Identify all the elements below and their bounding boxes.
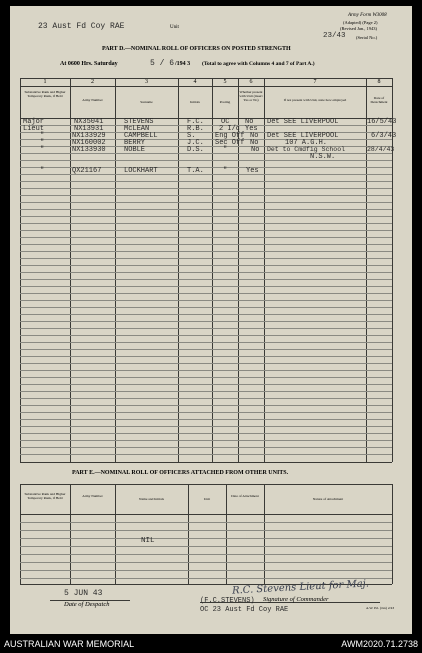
row-employed: Det SEE LIVERPOOL: [267, 132, 339, 140]
e-header-nature: Nature of Attachment: [312, 497, 344, 501]
col-header-surname: Surname: [140, 100, 153, 104]
row-army-number: NX35041: [74, 118, 104, 126]
row-army-number: NX133930: [72, 146, 106, 154]
row-initials: J.C.: [187, 139, 204, 147]
row-posting: Eng Off: [215, 132, 245, 140]
despatch-label: Date of Despatch: [64, 601, 110, 608]
document-page: [10, 6, 412, 634]
row-initials: F.C.: [187, 118, 204, 126]
e-header-army-number: Army Number: [82, 494, 103, 498]
col-number-8: 8: [377, 79, 381, 85]
e-header-name: Name and Initials: [139, 497, 164, 501]
signature-label: Signature of Commander: [263, 596, 329, 603]
serial-label: (Serial No.): [356, 35, 378, 40]
unit-name: 23 Aust Fd Coy RAE: [38, 22, 125, 31]
row-army-number: NX133929: [72, 132, 106, 140]
row-surname: McLEAN: [124, 125, 150, 133]
row-surname: BERRY: [124, 139, 146, 147]
print-code: A.W. Pri. (Jan) 2/43: [366, 606, 395, 610]
nil-entry: NIL: [141, 537, 155, 545]
row-present: No: [250, 139, 259, 147]
row-rank: ": [40, 139, 45, 147]
e-header-unit: Unit: [203, 497, 211, 501]
date-prefix: At 0600 Hrs. Saturday: [60, 61, 118, 67]
col-number-2: 2: [91, 79, 94, 85]
col-header-army-number: Army Number: [82, 98, 103, 102]
row-rank: ": [40, 167, 45, 175]
date-suffix: (Total to agree with Columns 4 and 7 of Part A.): [202, 61, 315, 67]
row-initials: R.B.: [187, 125, 204, 133]
row-posting: Sec Off: [215, 139, 245, 147]
col-number-5: 5: [223, 79, 227, 85]
archive-source: AUSTRALIAN WAR MEMORIAL: [4, 639, 135, 649]
archive-record-id: AWM2020.71.2738: [341, 639, 418, 649]
row-surname: LOCKHART: [124, 167, 158, 175]
col-header-present: Whether present with Unit (insert Yes or No): [239, 90, 263, 102]
e-header-date: Date of Attachment: [231, 494, 259, 498]
row-rank: Major: [23, 118, 45, 126]
col-number-3: 3: [145, 79, 148, 85]
row-surname: NOBLE: [124, 146, 146, 154]
row-army-number: NX13931: [74, 125, 104, 133]
row-present: No: [245, 118, 254, 126]
row-employed: N.S.W.: [310, 153, 336, 161]
col-header-posting: Posting: [219, 100, 231, 104]
row-rank: ": [40, 132, 45, 140]
row-initials: T.A.: [187, 167, 204, 175]
row-present: Yes: [245, 125, 258, 133]
row-posting: 2 I/c: [219, 125, 241, 133]
e-header-rank: Substantive Rank and Higher Temporary Rank, if Held: [24, 492, 66, 500]
col-number-4: 4: [193, 79, 197, 85]
form-revised: (Revised Jan., 1943): [340, 26, 377, 31]
row-army-number: NX160002: [72, 139, 106, 147]
row-initials: S.: [187, 132, 196, 140]
row-posting: ": [223, 167, 228, 175]
row-employed: Det SEE LIVERPOOL: [267, 118, 339, 126]
row-employed: 107 A.G.H.: [285, 139, 328, 147]
row-army-number: QX21167: [72, 167, 102, 175]
col-number-1: 1: [43, 79, 47, 85]
form-name: Army Form W3008: [348, 13, 387, 18]
unit-label: Unit: [170, 25, 179, 30]
date-value: 5 / 6: [150, 59, 175, 68]
commander-name: (F.C.STEVENS): [200, 597, 255, 605]
row-surname: CAMPBELL: [124, 132, 158, 140]
col-header-detach-date: Date of Detachment: [370, 96, 388, 104]
col-header-employed: If not present with Unit, state how employed: [283, 98, 347, 102]
serial-number: 23/43: [323, 32, 346, 40]
commander-unit: OC 23 Aust Fd Coy RAE: [200, 606, 289, 614]
commander-signature: R.C. Stevens Lieut for Maj.: [231, 578, 370, 597]
row-initials: D.S.: [187, 146, 204, 154]
col-number-7: 7: [313, 79, 317, 85]
row-present: No: [250, 132, 259, 140]
col-header-initials: Initials: [190, 100, 200, 104]
row-detach-date: 28/4/43: [367, 146, 395, 153]
row-detach-date: 16/5/43: [367, 118, 397, 126]
row-present: No: [251, 146, 260, 154]
col-header-rank: Substantive Rank and Higher Temporary Rank, if Held: [24, 90, 66, 98]
row-present: Yes: [246, 167, 259, 175]
part-d-title: PART D.—NOMINAL ROLL OF OFFICERS ON POSTED STRENGTH: [102, 46, 291, 52]
row-rank: ": [40, 146, 45, 154]
row-employed: Det to Cmdfig School: [267, 146, 346, 153]
col-number-6: 6: [249, 79, 253, 85]
row-detach-date: 6/3/43: [371, 132, 397, 140]
archive-bar: [0, 636, 422, 653]
row-posting: OC: [221, 118, 230, 126]
row-rank: Lieut: [23, 125, 45, 133]
date-year: /194 3: [175, 61, 191, 67]
despatch-date: 5 JUN 43: [64, 589, 103, 598]
row-posting: ": [223, 146, 228, 154]
row-surname: STEVENS: [124, 118, 154, 126]
part-e-title: PART E.—NOMINAL ROLL OF OFFICERS ATTACHED FROM OTHER UNITS.: [72, 470, 289, 476]
form-adapted: (Adapted) (Page 2): [343, 20, 378, 25]
